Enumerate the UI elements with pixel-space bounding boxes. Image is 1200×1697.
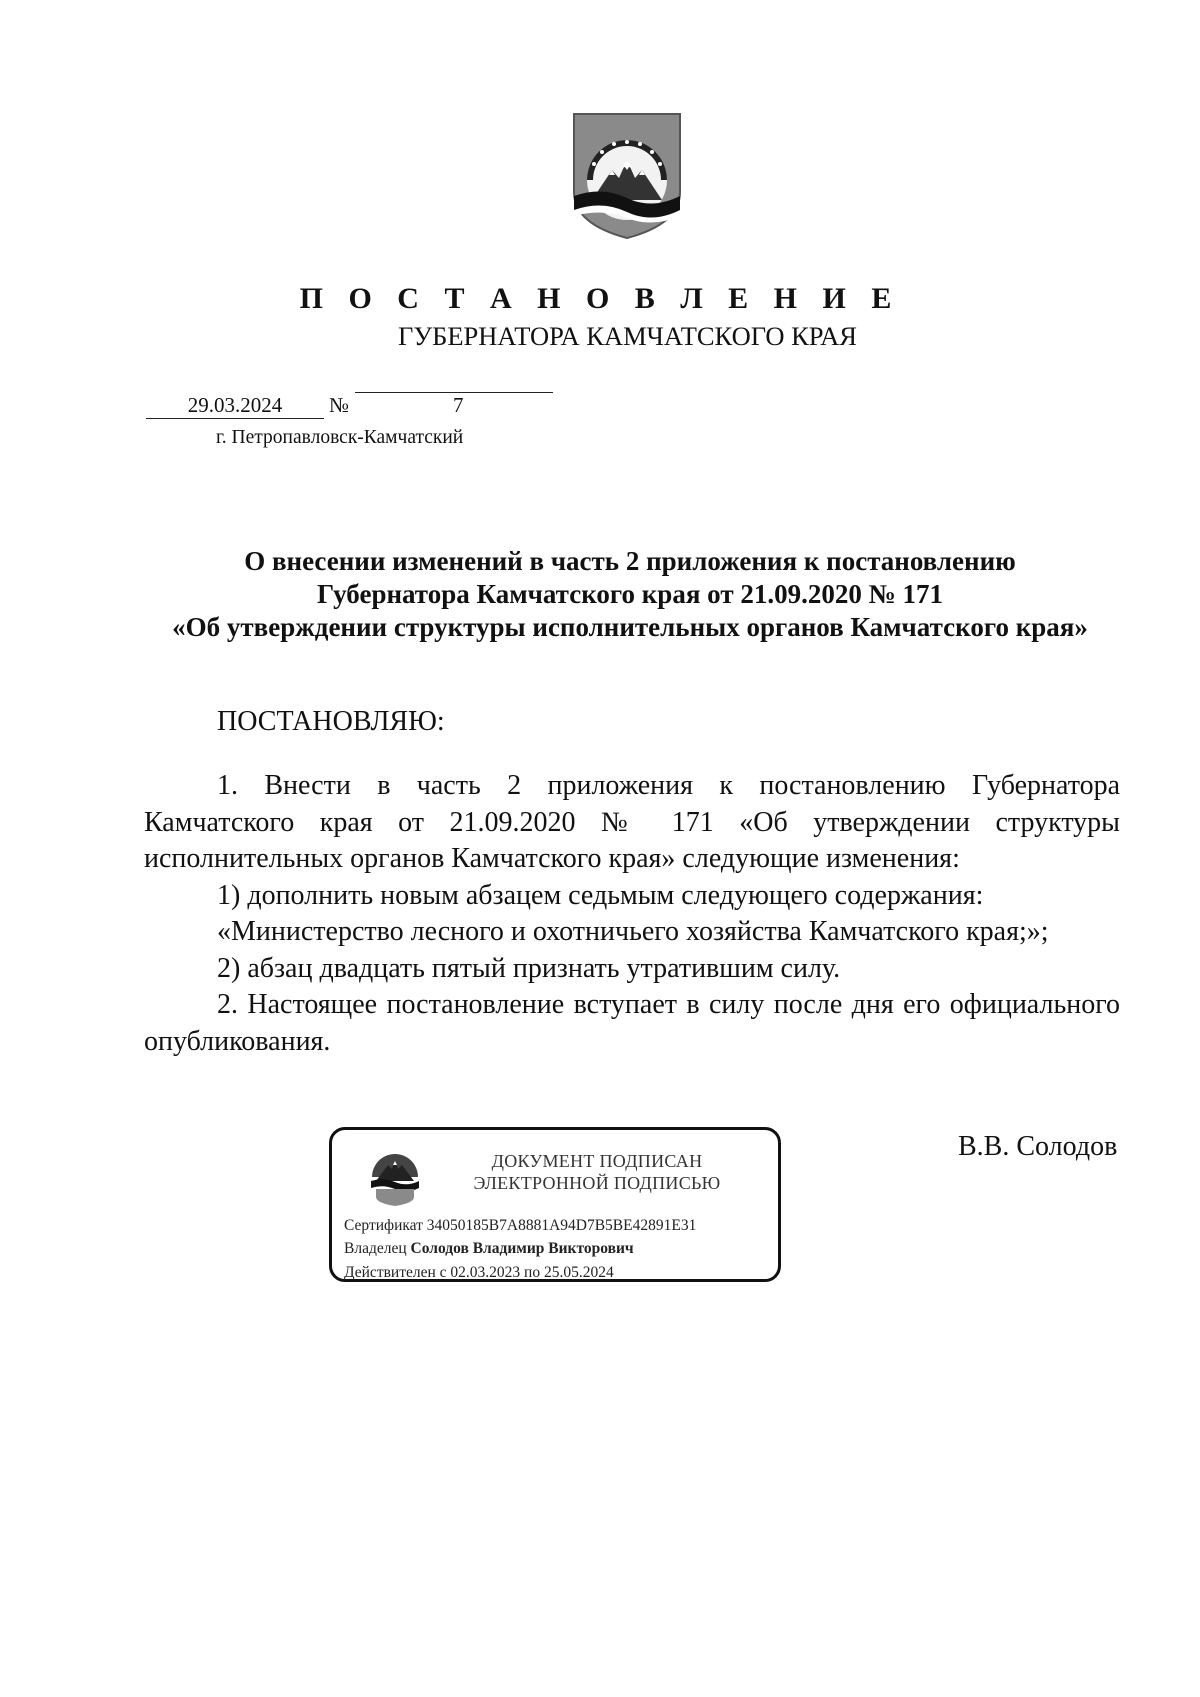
- validity-line: Действителен с 02.03.2023 по 25.05.2024: [344, 1264, 614, 1281]
- city-name: г. Петропавловск-Камчатский: [216, 427, 464, 448]
- document-body: [144, 768, 1120, 1060]
- issuer-subtitle: ГУБЕРНАТОРА КАМЧАТСКОГО КРАЯ: [398, 321, 857, 351]
- kamchatka-emblem-small-icon: [370, 1151, 420, 1207]
- heading-line: О внесении изменений в часть 2 приложения к постановлению: [244, 546, 1016, 576]
- body-line: 1) дополнить новым абзацем седьмым следующего содержания:: [217, 879, 984, 911]
- valid-from: 02.03.2023: [450, 1264, 521, 1281]
- document-type-title: П О С Т А Н О В Л Е Н И Е: [299, 282, 901, 315]
- valid-to: 25.05.2024: [543, 1264, 614, 1281]
- document-number-field: [355, 392, 553, 417]
- heading-line: «Об утверждении структуры исполнительных органов Камчатского края»: [172, 612, 1088, 642]
- owner-name: Солодов Владимир Викторович: [410, 1240, 634, 1257]
- body-line: 2) абзац двадцать пятый признать утратившим силу.: [217, 952, 841, 984]
- body-line: Камчатского края от 21.09.2020 № 171 «Об утверждении структуры: [144, 806, 1120, 838]
- kamchatka-coat-of-arms-icon: [572, 112, 682, 240]
- certificate-id: 34050185B7A8881A94D7B5BE42891E31: [426, 1217, 697, 1234]
- body-line: 1. Внести в часть 2 приложения к постановлению Губернатора: [217, 770, 1120, 801]
- stamp-title: ДОКУМЕНТ ПОДПИСАН ЭЛЕКТРОННОЙ ПОДПИСЬЮ: [473, 1151, 721, 1193]
- body-line: 2. Настоящее постановление вступает в силу после дня его официального: [217, 989, 1120, 1020]
- body-line: опубликования.: [144, 1025, 331, 1057]
- body-line: исполнительных органов Камчатского края» следующие изменения:: [144, 843, 960, 874]
- document-heading: [100, 545, 1160, 644]
- document-date: 29.03.2024: [146, 392, 324, 419]
- document-number: 7: [453, 393, 464, 417]
- owner-line: Владелец Солодов Владимир Викторович: [344, 1240, 634, 1257]
- heading-line: Губернатора Камчатского края от 21.09.2020 № 171: [317, 579, 943, 609]
- electronic-signature-stamp: [329, 1127, 781, 1282]
- number-label: №: [329, 393, 350, 417]
- signer-name: В.В. Солодов: [958, 1131, 1118, 1162]
- certificate-line: Сертификат 34050185B7A8881A94D7B5BE42891E31: [344, 1217, 697, 1234]
- body-line: «Министерство лесного и охотничьего хозяйства Камчатского края;»;: [217, 916, 1049, 947]
- decree-word: ПОСТАНОВЛЯЮ:: [217, 706, 445, 737]
